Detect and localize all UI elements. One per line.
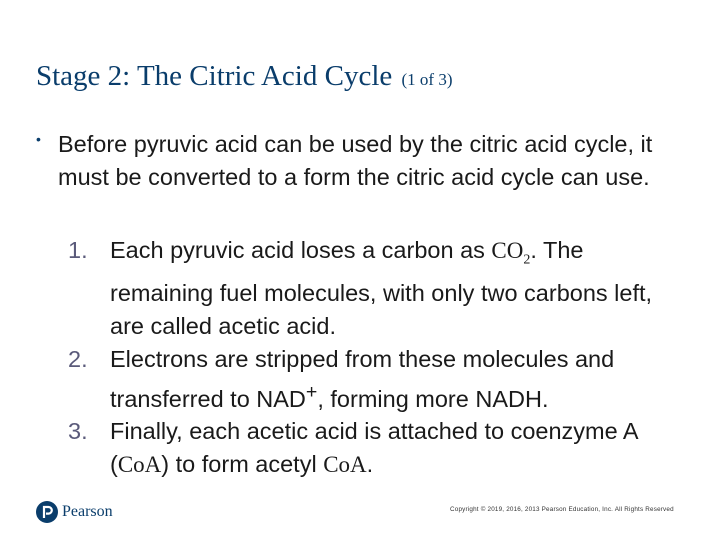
- steps-list: [68, 234, 688, 481]
- nad-superscript: +: [305, 380, 318, 403]
- step-text-after: . The remaining fuel molecules, with only two carbons left, are called acetic acid.: [110, 237, 653, 339]
- step-text-after: .: [366, 451, 374, 478]
- coa-formula-2: CoA: [323, 452, 367, 478]
- main-bullet-text: Before pyruvic acid can be used by the citric acid cycle, it must be converted to a form the citric acid cycle can use.: [58, 131, 653, 190]
- co2-formula: [491, 238, 531, 268]
- pearson-logo-text: Pearson: [62, 503, 113, 520]
- step-number: 1.: [68, 237, 88, 263]
- step-number: 2.: [68, 345, 88, 372]
- step-text-middle: ) to form acetyl: [161, 451, 324, 478]
- coa-formula-1: CoA: [117, 452, 162, 478]
- step-text-before: Each pyruvic acid loses a carbon as: [110, 237, 492, 263]
- step-item-3: [68, 415, 688, 481]
- pearson-logo-icon: [36, 501, 58, 523]
- main-bullet: [36, 128, 686, 194]
- step-text-before: Electrons are stripped from these molecules and transferred to NAD: [110, 345, 615, 412]
- step-number: 3.: [68, 418, 88, 445]
- formula-subscript: 2: [523, 252, 531, 268]
- step-text-before: Finally, each acetic acid is attached to coenzyme A (: [110, 418, 638, 478]
- pearson-logo: [36, 501, 113, 523]
- step-text-after: , forming more NADH.: [317, 385, 549, 412]
- formula-main: CO: [491, 238, 524, 263]
- copyright-notice: Copyright © 2019, 2016, 2013 Pearson Education, Inc. All Rights Reserved: [450, 506, 674, 513]
- bullet-dot-icon: •: [36, 131, 41, 147]
- step-item-2: [68, 343, 688, 416]
- slide-title-part: (1 of 3): [401, 70, 453, 89]
- slide-title-text: Stage 2: The Citric Acid Cycle: [36, 60, 393, 92]
- step-item-1: [68, 234, 688, 343]
- slide-title: [36, 60, 453, 93]
